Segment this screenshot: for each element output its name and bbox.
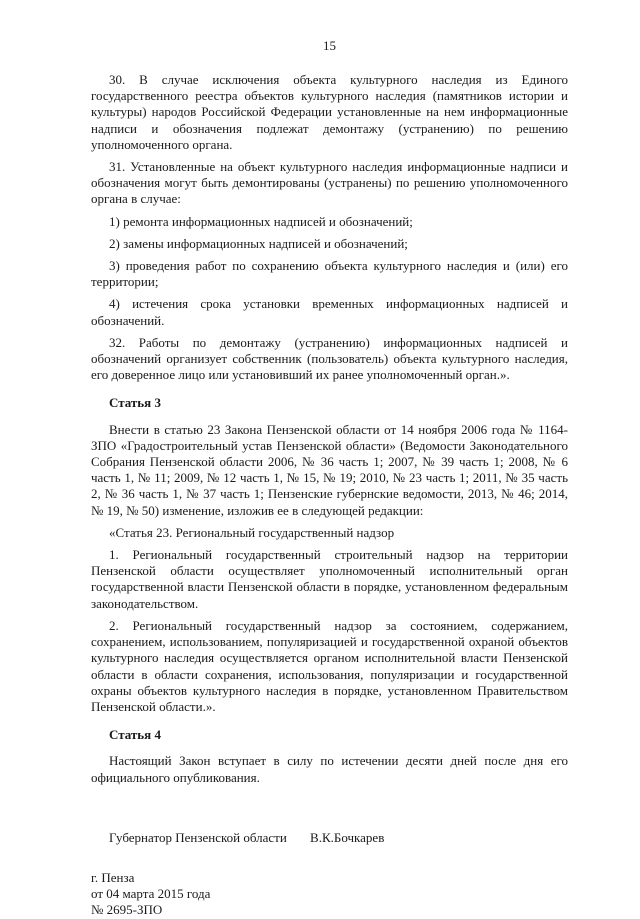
law-number: № 2695-ЗПО [91, 902, 163, 918]
paragraph-30: 30. В случае исключения объекта культурного наследия из Единого государственного реестра объектов культурного наследия (памятников истории и культуры) народов Российской Федерации установленные на нем информационные надписи и обозначения подлежат демонтажу (устранению) по решению уполномоченного органа. [91, 72, 568, 152]
signature-name: В.К.Бочкарев [310, 829, 385, 845]
city: г. Пенза [91, 869, 135, 885]
article-4-text: Настоящий Закон вступает в силу по истечении десяти дней после дня его официального опубликования. [91, 753, 568, 785]
article-3-heading: Статья 3 [109, 395, 161, 411]
document-body [91, 72, 568, 919]
place-date-block [91, 870, 568, 919]
signature-block [109, 830, 568, 846]
article-4-heading: Статья 4 [109, 727, 161, 743]
list-item-4: 4) истечения срока установки временных информационных надписей и обозначений. [91, 296, 568, 328]
article-3-intro: Внести в статью 23 Закона Пензенской области от 14 ноября 2006 года № 1164-ЗПО «Градостроительный устав Пензенской области» (Ведомости Законодательного Собрания Пензенской области 2006, № 36 часть 1; 2007, № 39 часть 1; 2008, № 6 часть 1, № 11; 2009, № 12 часть 1, № 15, № 19; 2010, № 23 часть 1; 2011, № 35 часть 2, № 36 часть 1, № 37 часть 1; Пензенские губернские ведомости, 2013, № 46; 2014, № 19, № 50) изменение, изложив ее в следующей редакции: [91, 421, 568, 518]
article-23-part-1: 1. Региональный государственный строительный надзор на территории Пензенской области осуществляет уполномоченный исполнительный орган государственной власти Пензенской области в порядке, установленном федеральным законодательством. [91, 547, 568, 611]
list-item-3: 3) проведения работ по сохранению объекта культурного наследия и (или) его территории; [91, 258, 568, 290]
page-number: 15 [323, 38, 336, 53]
paragraph-31: 31. Установленные на объект культурного наследия информационные надписи и обозначения могут быть демонтированы (устранены) по решению уполномоченного органа в случае: [91, 159, 568, 207]
list-item-1: 1) ремонта информационных надписей и обозначений; [109, 213, 413, 229]
paragraph-32: 32. Работы по демонтажу (устранению) информационных надписей и обозначений организует собственник (пользователь) объекта культурного наследия, его доверенное лицо или установивший их ранее уполномоченный орган.». [91, 334, 568, 383]
signature-title: Губернатор Пензенской области [109, 829, 287, 845]
article-23-title: «Статья 23. Региональный государственный надзор [109, 524, 395, 540]
article-23-part-2: 2. Региональный государственный надзор за состоянием, содержанием, сохранением, использованием, популяризацией и государственной охраной объектов культурного наследия осуществляется органом исполнительной власти Пензенской области в области сохранения, использования, популяризации и государственной охраны объектов культурного наследия в порядке, установленном Правительством Пензенской области.». [91, 617, 568, 714]
list-item-2: 2) замены информационных надписей и обозначений; [109, 235, 408, 251]
law-date: от 04 марта 2015 года [91, 886, 211, 902]
